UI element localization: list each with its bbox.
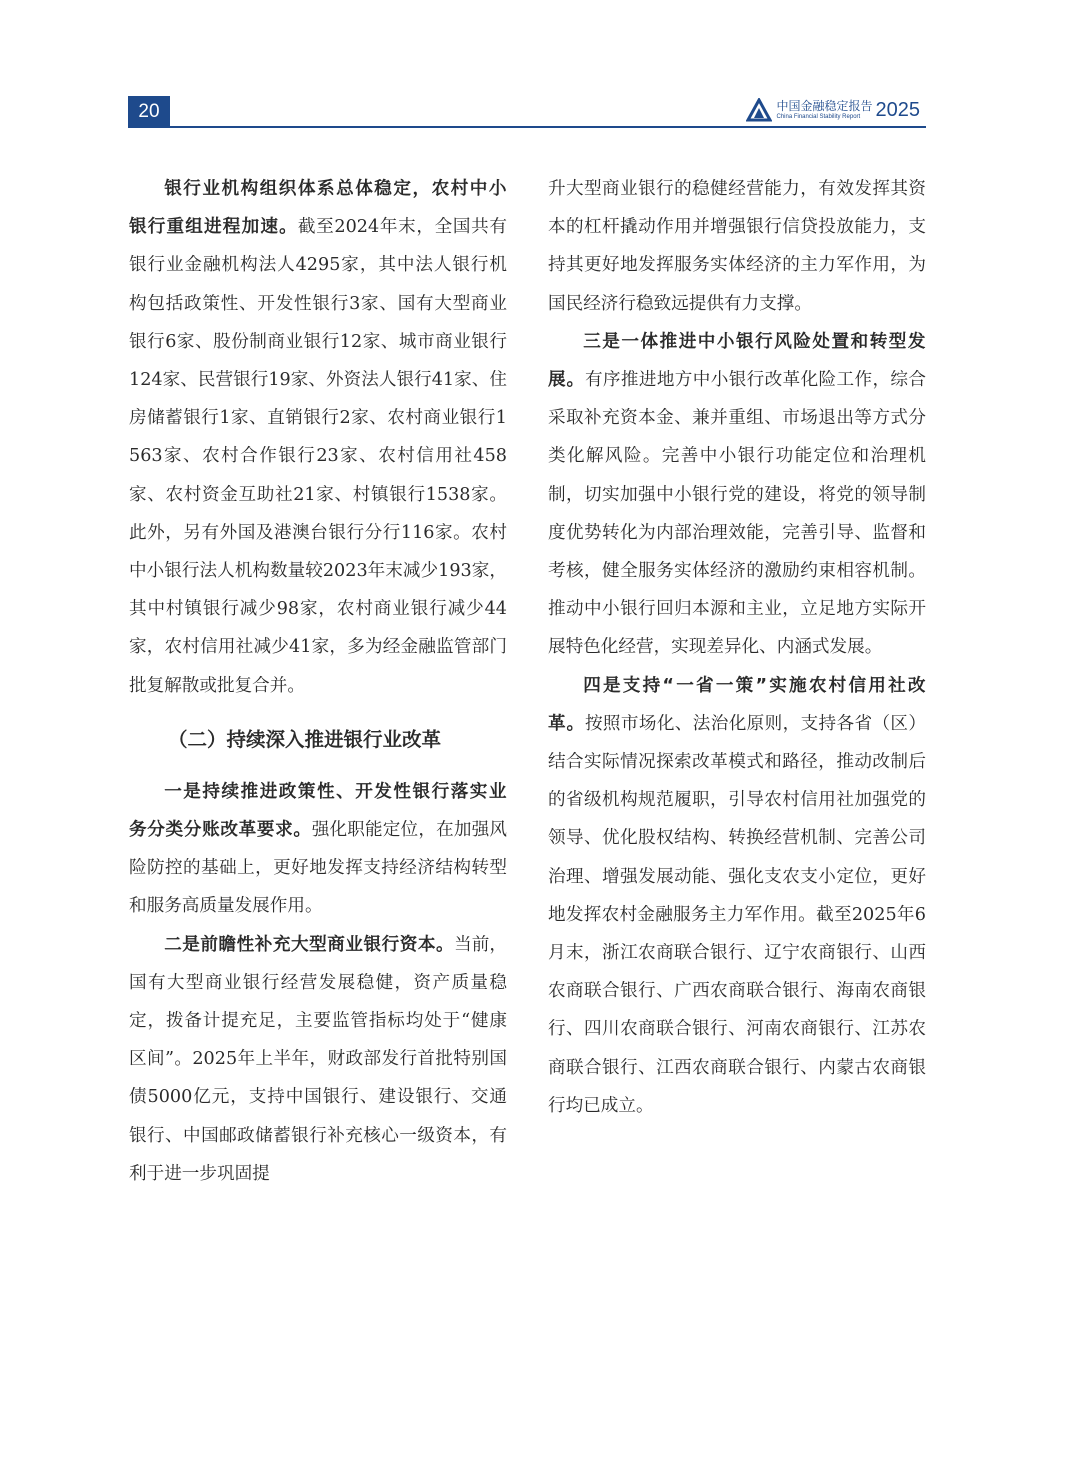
paragraph-lead: 二是前瞻性补充大型商业银行资本。 (164, 934, 455, 955)
paragraph-lead: 一是持续推进政策性、开发性银行落实业务分类分账改革要求。 (129, 781, 507, 841)
paragraph-body: 强化职能定位，在加强风险防控的基础上，更好地发挥支持经济结构转型和服务高质量发展作用。 (129, 820, 507, 917)
paragraph (548, 667, 926, 1125)
report-logo-icon (746, 98, 772, 122)
paragraph (548, 323, 926, 667)
left-column (129, 170, 507, 1193)
paragraph-lead: 银行业机构组织体系总体稳定，农村中小银行重组进程加速。 (129, 179, 507, 238)
paragraph (129, 926, 507, 1193)
section-heading: （二）持续深入推进银行业改革 (168, 727, 442, 751)
report-brand (746, 96, 920, 124)
brand-year: 2025 (875, 98, 920, 121)
brand-title-en: China Financial Stability Report (776, 114, 861, 120)
paragraph-body: 当前，国有大型商业银行经营发展稳健，资产质量稳定，拨备计提充足，主要监管指标均处于“健康区间”。2025年上半年，财政部发行首批特别国债5000亿元，支持中国银行、建设银行、交通银行、中国邮政储蓄银行补充核心一级资本，有利于进一步巩固提 (129, 934, 507, 1184)
right-column (548, 170, 926, 1125)
paragraph-lead: 四是支持“一省一策”实施农村信用社改革。 (548, 675, 926, 734)
page-number: 20 (128, 96, 170, 128)
brand-text (776, 100, 872, 120)
brand-title-cn: 中国金融稳定报告 (776, 99, 873, 113)
paragraph-body: 截至2024年末，全国共有银行业金融机构法人4295家，其中法人银行机构包括政策性、开发性银行3家、国有大型商业银行6家、股份制商业银行12家、城市商业银行124家、民营银行19家、外资法人银行41家、住房储蓄银行1家、直销银行2家、农村商业银行1563家、农村合作银行23家、农村信用社458家、农村资金互助社21家、村镇银行1538家。此外，另有外国及港澳台银行分行116家。农村中小银行法人机构数量较2023年末减少193家，其中村镇银行减少98家，农村商业银行减少44家，农村信用社减少41家，多为经金融监管部门批复解散或批复合并。 (129, 217, 507, 696)
paragraph (129, 170, 507, 705)
paragraph (129, 773, 507, 926)
header-rule (128, 126, 926, 128)
paragraph-body: 升大型商业银行的稳健经营能力，有效发挥其资本的杠杆撬动作用并增强银行信贷投放能力，支持其更好地发挥服务实体经济的主力军作用，为国民经济行稳致远提供有力支撑。 (548, 179, 926, 314)
page-header (128, 96, 926, 130)
paragraph-body: 按照市场化、法治化原则，支持各省（区）结合实际情况探索改革模式和路径，推动改制后的省级机构规范履职，引导农村信用社加强党的领导、优化股权结构、转换经营机制、完善公司治理、增强发展动能、强化支农支小定位，更好地发挥农村金融服务主力军作用。截至2025年6月末，浙江农商联合银行、辽宁农商银行、山西农商联合银行、广西农商联合银行、海南农商银行、四川农商联合银行、河南农商银行、江苏农商联合银行、江西农商联合银行、内蒙古农商银行均已成立。 (548, 713, 926, 1116)
paragraph-continuation (548, 170, 926, 323)
paragraph-lead: 三是一体推进中小银行风险处置和转型发展。 (548, 331, 926, 391)
paragraph-body: 有序推进地方中小银行改革化险工作，综合采取补充资本金、兼并重组、市场退出等方式分类化解风险。完善中小银行功能定位和治理机制，切实加强中小银行党的建设，将党的领导制度优势转化为内部治理效能，完善引导、监督和考核，健全服务实体经济的激励约束相容机制。推动中小银行回归本源和主业，立足地方实际开展特色化经营，实现差异化、内涵式发展。 (548, 370, 926, 658)
